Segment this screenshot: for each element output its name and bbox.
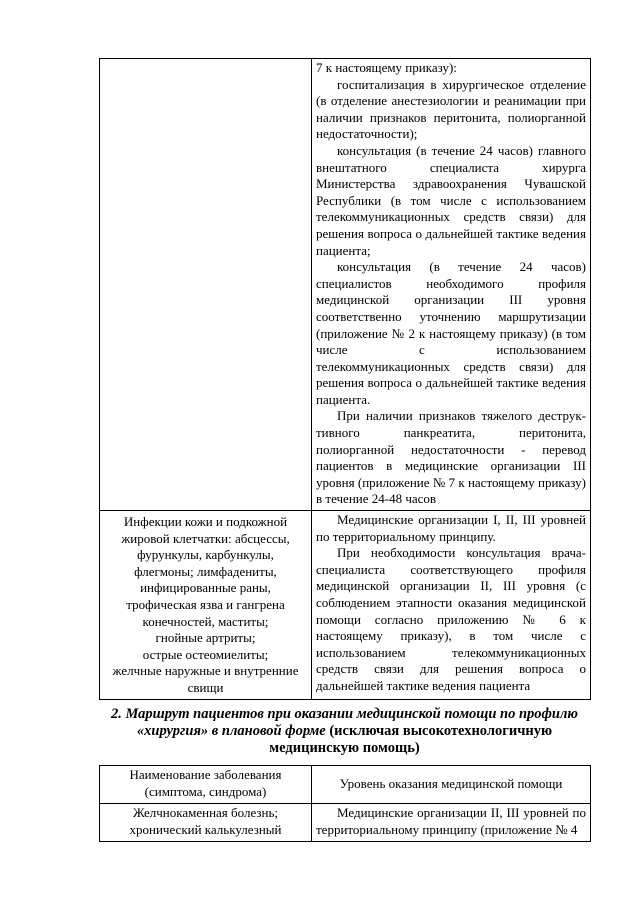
cell-paragraph: При необходимости консультация врача-специалиста соответствующего профиля медицинской организации II, III уровня (с соблюдением этапности оказания медицинской помощи согласно приложению № 6 к настоящему приказу), в том числе с использованием телекоммуникационных средств связи для решения вопроса о дальнейшей тактике ведения пациента [316,545,586,693]
cell-paragraph: 7 к настоящему приказу): [316,60,457,75]
section-heading [103,706,586,757]
disease-line: инфицированные раны, [140,580,271,596]
disease-cell [100,804,312,842]
disease-line: свищи [187,679,224,695]
planned-routing-table [99,765,591,842]
disease-line: острые остеомиелиты; [142,646,269,662]
table-row [100,59,591,511]
disease-line: гнойные артриты; [155,630,256,646]
table-header-row [100,766,591,804]
header-disease [100,766,312,804]
cell-paragraph: При наличии признаков тяжелого деструк-тивного панкреатита, перитонита, полиорганной недостаточности - перевод пациентов в медицинские организации III уровня (приложение № 7 к настоящему приказу) в течение 24-48 часов [316,408,586,507]
header-care-level: Уровень оказания медицинской помощи [312,766,591,804]
care-level-cell [312,59,591,511]
disease-line: желчные наружные и внутренние [112,663,299,679]
disease-line: хронический калькулезный [129,821,282,837]
disease-line: флегмоны; лимфадениты, [134,563,277,579]
routing-table-continued [99,58,591,700]
table-row [100,511,591,700]
disease-cell-empty [100,59,312,511]
cell-paragraph: Медицинские организации I, II, III уровней по территориальному принципу. [316,512,586,544]
header-line: (симптома, синдрома) [144,784,267,799]
care-level-cell [312,804,591,842]
header-line: Наименование заболевания [129,767,282,783]
cell-paragraph: госпитализация в хирургическое отделение (в отделение анестезиологии и реанимации при наличии признаков перитонита, полиорганной недостаточности); [316,76,586,142]
table-row [100,804,591,842]
cell-paragraph: консультация (в течение 24 часов) специалистов необходимого профиля медицинской организации III уровня соответственно уточнению маршрутизации (приложение № 2 к настоящему приказу) (в том числе с использованием телекоммуникационных средств связи) для решения вопроса о дальнейшей тактике ведения пациента. [316,259,586,407]
disease-line: жировой клетчатки: абсцессы, [121,530,290,546]
disease-cell [100,511,312,700]
disease-line: Желчнокаменная болезнь; [132,805,279,820]
disease-line: конечностей, маститы; [142,613,269,629]
disease-line: трофическая язва и гангрена [126,597,285,612]
cell-paragraph: консультация (в течение 24 часов) главного внештатного специалиста хирурга Министерства здравоохранения Чувашской Республики (в том числе с использованием телекоммуникационных средств связи) для решения вопроса о дальнейшей тактике ведения пациента; [316,142,586,258]
heading-plain-part: (исключая высокотехнологичную медицинскую помощь) [269,723,553,756]
cell-paragraph: Медицинские организации II, III уровней по территориальному принципу (приложение № 4 [316,805,586,837]
heading-italic-part: 2. Маршрут пациентов при оказании медицинской помощи по профилю «хирургия» в плановой форме [110,706,579,739]
care-level-cell [312,511,591,700]
disease-line: Инфекции кожи и подкожной [123,514,288,530]
disease-line: фурункулы, карбункулы, [137,547,274,563]
